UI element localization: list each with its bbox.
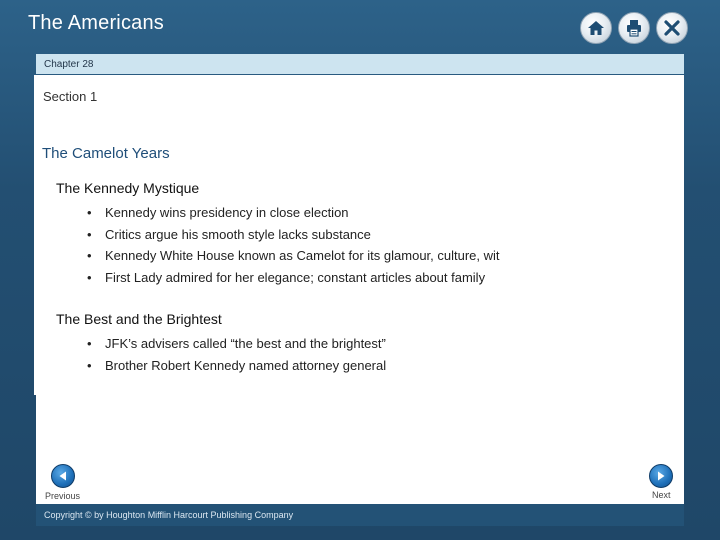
- topic-heading: The Kennedy Mystique: [56, 180, 200, 196]
- arrow-left-icon: [57, 470, 69, 482]
- close-button[interactable]: [656, 12, 688, 44]
- next-button[interactable]: [649, 464, 673, 488]
- bullet-item: • Critics argue his smooth style lacks substance: [105, 224, 500, 246]
- bullet-item: • Brother Robert Kennedy named attorney general: [105, 355, 386, 377]
- bullet-item: • JFK’s advisers called “the best and the brightest”: [105, 333, 386, 355]
- bullet-item: • Kennedy White House known as Camelot for its glamour, culture, wit: [105, 245, 500, 267]
- print-button[interactable]: [618, 12, 650, 44]
- section-label: Section 1: [43, 89, 98, 104]
- bullet-list: [56, 202, 500, 289]
- chapter-label: Chapter 28: [36, 54, 684, 74]
- arrow-right-icon: [655, 470, 667, 482]
- slide-title: The Camelot Years: [42, 145, 170, 162]
- topic-group-best-and-brightest: [56, 311, 386, 376]
- toolbar: [580, 12, 688, 44]
- bullet-item: • First Lady admired for her elegance; constant articles about family: [105, 267, 500, 289]
- bullet-item: • Kennedy wins presidency in close election: [105, 202, 500, 224]
- copyright-footer: Copyright © by Houghton Mifflin Harcourt Publishing Company: [36, 504, 684, 526]
- bullet-list: [56, 333, 386, 376]
- previous-button[interactable]: [51, 464, 75, 488]
- home-icon: [586, 18, 606, 38]
- topic-group-kennedy-mystique: [56, 180, 500, 289]
- home-button[interactable]: [580, 12, 612, 44]
- print-icon: [624, 18, 644, 38]
- close-icon: [662, 18, 682, 38]
- topic-heading: The Best and the Brightest: [56, 311, 222, 327]
- slide-content: [36, 75, 684, 504]
- previous-label[interactable]: Previous: [45, 491, 81, 501]
- app-title: The Americans: [28, 12, 164, 34]
- next-label[interactable]: Next: [652, 490, 671, 500]
